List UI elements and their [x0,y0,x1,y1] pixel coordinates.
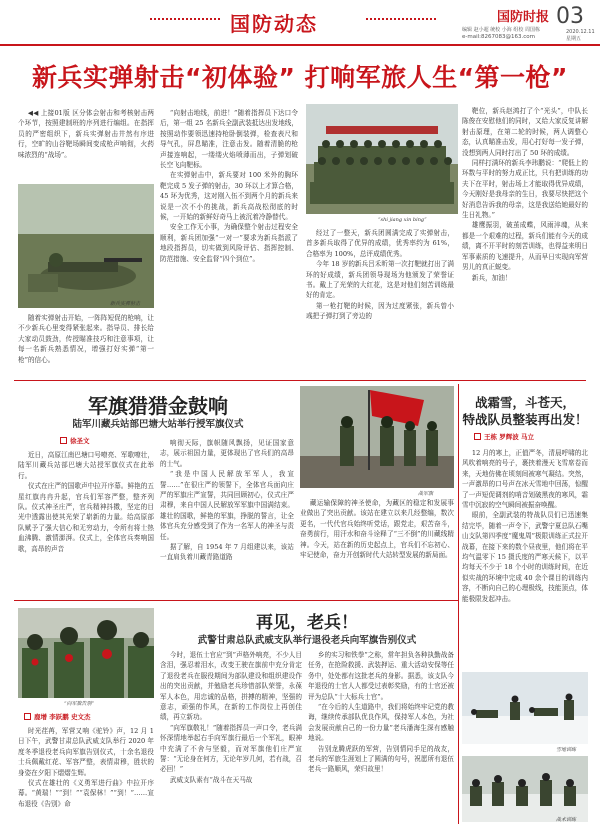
byline-marker-icon [474,433,481,440]
article2-paragraph: 据了解，自 1954 年 7 月组建以来，该站一直肩负着川藏青路道路 [160,543,294,562]
article4-col1-text [18,726,154,824]
article2-photo-flag-ceremony [300,386,454,488]
article4-byline-text: 鹿增 李跃鹏 史文杰 [34,713,91,721]
decorative-dots-left [150,18,220,24]
article1-headline: 新兵实弹射击“初体验” 打响军旅人生“第一枪” [32,63,568,92]
article3-photo2-caption: 战术训练 [556,817,577,823]
byline-marker-icon [60,437,67,444]
article2-subhead: 陆军川藏兵站部巴塘大站举行授军旗仪式 [72,419,244,430]
article3-photo-tactical-training [462,756,588,822]
masthead [0,0,600,46]
section-divider [14,380,586,381]
article1-paragraph: 同样打满环的新兵李玮鹏说：“爬低上的环数与平时的努力成正比，只有把训练的功夫下在平时，射击场上才能取得优异成绩，今天刚好是我母亲的生日，我要尽快把这个好消息告诉我的母亲，这是我送给她最好的生日礼物。” [462,159,588,220]
article2-byline-text: 徐圣文 [70,437,90,445]
article3-headline [462,394,588,428]
issue-date-line: 2020.12.11 [566,29,595,35]
article1-photo1-caption: 新兵实弹射击 [110,301,141,307]
article3-paragraph: 12 月的寒上，正值严冬，清晨呼啸的北风吹着响亮的号子，裹挟着漫天飞雪席卷而来，天地仿佛在顷刻间被寒气凝结。突然，一声激昂的口号声在冰天雪地中回荡，惊醒了一声短促调剂的哨音划破黑夜的寒风，霜雪中沉寂的空气瞬间被振奋唤醒。 [462,449,588,510]
contact-email: e-mail:8267083@163.com [462,34,535,40]
article4-paragraph: “向军旗敬礼！”随着指挥员一声口令，老兵满怀深情地举起右手向军旗行最后一个军礼，眼神中充满了不舍与坚毅，而对军旗他们庄严宣誓：“无论身在何方，无论年岁几何，若有战，召必回！” [160,723,302,774]
article1-paragraph: 新兵，加油！ [471,273,512,282]
article3-byline-text: 王栋 罗辉波 马立 [484,433,535,441]
article2-col3-text [300,498,454,596]
article4-byline [24,712,91,721]
article2-paragraph: 藏运输保障的神圣使命，为藏区的稳定和发展事业做出了突出贡献。该站在建立以来几经整编，数次更名，一代代官兵始终听党话，跟党走，艰苦奋斗，奋勇前行，用汗水和奋斗诠释了“三不倒”的川藏线精神。今天，站在新的历史起点上，官兵们不忘初心、牢记使命，奋力开创新时代大站转型发展的新局面。 [300,499,454,560]
article4-paragraph: 乡的实习和铁拳”之称，常年担负各种执勤战备任务，在抢险救援、武装押运、重大活动安保等任务中，处处都有这批老兵的身影。据悉，该支队今年退役的士官人人都受过表彰奖励，有的士官还被评为总队“十大标兵士官”。 [308,651,454,701]
article4-paragraph: 仪式在雄壮的《义勇军进行曲》中拉开序幕。“黄瑞！”“到！”“袁保林！”“到！”……宣布退役《告别》命 [18,779,154,808]
column-divider [458,384,459,824]
section-divider [14,600,458,601]
article1-paragraph: 安全工作无小事，为确保整个射击过程安全顺利，新兵团加强“一对一”要求为新兵指派了地段指挥员，切实做到风险评估、指挥控制、防范措施、安全监督“四个到位”。 [160,223,298,263]
article3-col-text [462,448,588,672]
article4-photo-caption: “向军旗告别” [64,701,95,707]
article2-photo-caption: 战军旗 [418,491,434,497]
article4-paragraph: “在今后的人生道路中，我们将始终牢记党的教诲，继续传承部队优良作风，保持军人本色，为社会发展贡献自己的一份力量”老兵潘海生深有感触地说。 [308,703,454,743]
article1-photo-shooting [18,184,154,308]
issue-weekday: 星期五 [566,36,582,42]
article4-paragraph: 告别龙腾虎跃的军营，告别情同手足的战友，老兵的军旅生涯划上了圆满的句号，祝愿所有退伍老兵一路顺风，荣归故里！ [308,744,454,774]
article1-photo-group [306,104,458,214]
article4-paragraph: 今时，退伍士官应“到”声格外响亮，不少人目含泪，强忍着泪水，改变王驶在旗前中充分肯定了退役老兵在服役期间为部队建设和组织建设作出的突出贡献，并勉励老兵珍惜部队荣誉，永葆军人本色，用忠诚的品格，拼搏的精神，坚强的意志，顽强的作风，在新的工作岗位上再创佳绩，再立新功。 [160,651,302,722]
article3-headline-line1: 战霜雪，斗苍天， [474,395,575,410]
decorative-dots-right [366,18,436,24]
article2-paragraph: 近日，高原江南巴塘口号嘹亮、军歌嘹壮，陆军川藏兵站部巴塘大站授军旗仪式在此举行。 [18,451,154,480]
article1-paragraph: 今年 18 岁的新兵吕禾昕第一次打靶就打出了满环的好成绩，新兵团领导现场为他颁发了荣誉证书。戴上了光荣的大红花，这是对他们刻苦训练最好的肯定。 [306,260,454,300]
article1-paragraph: 在实弹射击中，新兵要对 100 米外的胸环靶完成 5 发子弹的射击，30 环以上才算合格，45 环为优秀，这对刚入伍不到两个月的新兵来说是一次不小的挑战，新兵高战松彻底的时候，一开始的新鲜好奇马上被沉着冷静替代。 [160,171,298,222]
article2-col1-text [18,450,154,594]
article4-col2-text [160,650,302,824]
article1-paragraph: 第一枪打靶的时候，因为过度紧张，新兵曾小彧把子弹打到了旁边的 [306,301,454,321]
article1-paragraph: ◀◀ 上接01版 区分体会射击和考核射击两个环节，按照建制班的序列进行编组。在指挥员的严密组织下，新兵实弹射击井然有序进行，空旷的山谷靶场瞬间变成枪声响彻，火药味浓烈的“战场”。 [18,109,154,159]
article2-paragraph: 响彻天际，旗帜随风飘扬，见证国家意志，展示祖国力量，更体现出了官兵们的高昂的士气。 [160,439,294,468]
article1-col4-text [462,106,588,376]
article1-paragraph: “向射击地线，前进！”随着指挥员下达口令后，第一组 25 名新兵全副武装抵达出发地线，按照动作要领迅速持枪卧倒装弹，检查表尺和导气孔，屏息瞄准，注意击发。随着清脆的枪声接连响起，一缕缕火焰喷薄而出，子弹划破长空飞向靶标。 [160,109,298,170]
article4-col3-text [308,650,454,824]
newspaper-logo: 国防时报 [497,10,550,25]
article4-headline: 再见，老兵！ [256,613,358,633]
article1-col3-text [306,228,454,374]
article1-col1-text-b [18,313,154,375]
article1-col2-text [160,108,298,374]
article1-paragraph: 经过了一整天，新兵团圆满完成了实弹射击，首多新兵取得了优异的成绩，优秀率约为 61%，合格率为 100%，总评成绩优秀。 [306,229,454,258]
article1-paragraph: 随着实弹射击开始，一阵阵短促的枪响，让不少新兵心里变得紧张起来。指导员、排长给大家动员鼓劲，传授瞄准技巧和注意事项，让每一名新兵熟悉情况，增强打好实弹“第一枪”的信心。 [18,314,154,364]
article3-photo1-caption: 雪地训练 [556,747,577,753]
article1-paragraph: 靶位，新兵赵鸿打了个“光头”，中队长陈俊在安慰他们的同时，又给大家反复讲解射击原理，在第二轮的时候，两人调整心态，认真瞄准击发，用心打好每一发子弹，没想到两人同时打出了 50 环的成绩。 [462,107,588,157]
page-number: 03 [556,4,584,29]
article2-paragraph: “我是中国人民解放军军人，我宣誓……”在很庄严的领誓下，全体官兵面向庄严的军旗庄严宣誓，共同回顾初心，仪式庄严肃穆，来自中国人民解放军军旗中国满结束。雄壮的国歌，鲜艳的军旗，挣脱的誓言，让全体官兵充分感受到了作为一名军人的神圣与责任。 [160,470,294,541]
article3-headline-line2: 特战队员整装再出发！ [462,412,588,427]
section-title: 国防动态 [230,12,318,36]
article1-col1-text [18,108,154,182]
issue-date [566,29,595,43]
article4-photo-veterans [18,608,154,698]
article4-paragraph: 时光荏苒，军营又响《驼铃》声，12 月 1 日下午，武警甘肃总队武威支队举行 2020 年度冬季退役老兵向军旗告别仪式，十余名退役士兵佩戴红花、军容严整，表情肃穆，胜状的身姿在夕阳下熠熠生辉。 [18,727,154,777]
article2-col2-text [160,438,294,594]
article1-photo2-caption: “shi jiang xin bing” [378,217,427,223]
article3-photo-snow-training [462,672,588,744]
editor-credits: 编辑 赵小超 统校 小海 组校 周国栋 [462,27,540,33]
article3-byline [474,432,534,441]
article4-subhead: 武警甘肃总队武威支队举行退役老兵向军旗告别仪式 [197,635,417,646]
article4-paragraph: 武威支队素有“战斗在天马故 [169,775,253,784]
article3-paragraph: 眼前，全副武装的特战队员们已迅速集结完毕，随着一声令下，武警宁夏总队石嘴山支队第四季度“魔鬼周”极限训练正式拉开战幕，在接下来的数个昼夜里，他们将在平均气温零下 15 摄氏度的严寒天候下，以平均每天不少于 18 个小时的训练时间，在近似实战的环境中完成 40 余个课目的训练内容，不断向自己的心理极线，技能顶点，体能极限发起冲击。 [462,511,588,603]
article1-paragraph: 雄鹰振羽，破茧成蝶，风雨淬魂，从来都是一个艰难的过程，新兵们能有今天的成绩，离不开平时的刻苦训练，也得益来明日军事素质的飞速提升，从而早日实现向军营男儿的真正蜕变。 [462,221,588,272]
byline-marker-icon [24,713,31,720]
article2-byline [60,436,90,445]
article2-headline: 军旗猎猎金鼓响 [88,394,228,418]
article2-paragraph: 仪式在庄严的国歌声中拉开序幕。鲜艳的五星红旗冉冉升起，官兵们军容严整，整齐列队。仪式神圣庄严，官兵精神抖擞，坚定的目光中透露出使其光荣了崭新的力量。给高原部队赋予了强大信心和无穷动力，令所有将士热血沸腾、激情澎湃。仪式上，全体官兵奏响国歌，高昂的声音 [18,482,154,553]
